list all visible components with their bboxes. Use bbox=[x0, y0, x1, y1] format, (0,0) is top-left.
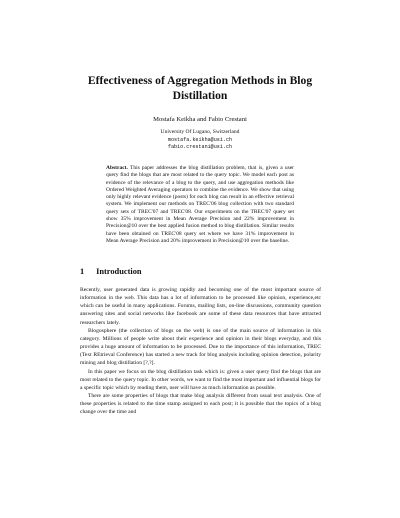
paper-title bbox=[60, 73, 340, 103]
email-1: mostafa.keikha@usi.ch bbox=[167, 136, 233, 143]
title-line-2: Distillation bbox=[172, 89, 228, 102]
abstract-text: This paper addresses the blog distillation problem, that is, given a user query find the blogs that are most related to the query topic. We model each post as evidence of the relevance of a blog to the query, and use aggregation methods like Ordered Weighted Averaging operators to combine the evidence. We show that using only highly relevant evidence (posts) for each blog can result in an effective retrieval system. We implement our methods on TREC'06 blog collection with two standard query sets of TREC'07 and TREC'08. Our experiments on the TREC'07 query set show 35% improvement in Mean Average Precision and 22% improvement in Precision@10 over the best applied fusion method to blog distillation. Similar results have been obtained on TREC'08 query set where we have 31% improvement in Mean Average Precision and 20% improvement in Precision@10 over the baseline. bbox=[106, 165, 294, 244]
email-2: fabio.crestani@usi.ch bbox=[167, 144, 233, 151]
abstract-label: Abstract. bbox=[106, 165, 128, 171]
abstract bbox=[106, 165, 294, 245]
section-title: Introduction bbox=[96, 267, 142, 276]
authors: Mostafa Keikha and Fabio Crestani bbox=[153, 116, 247, 123]
section-number: 1 bbox=[80, 267, 85, 276]
paragraph-1: Recently, user generated data is growing rapidly and becoming one of the most important source of information in the web. This data has a lot of information to be processed like opinion, experience,etc which can be useful in many applications. Forums, mailing lists, on-line discussions, community question answering sites and social networks like facebook are some of these data resources that have attracted researchers lately. bbox=[80, 287, 321, 326]
title-line-1: Effectiveness of Aggregation Methods in Blog bbox=[87, 74, 313, 87]
paragraph-2: Blogosphere (the collection of blogs on the web) is one of the main source of information in this category. Millions of people write about their experience and opinion in their blogs everyday, and this provides a huge amount of information to be processed. Due to the importance of this information, TREC (Text REtrieval Conference) has started a new track for blog analysis including opinion detection, polarity mining and blog distillation [?,?]. bbox=[80, 327, 321, 367]
section-body bbox=[80, 286, 321, 417]
affiliation: University Of Lugano, Switzerland bbox=[160, 129, 240, 135]
paragraph-3: In this paper we focus on the blog distillation task which is: given a user query find the blogs that are most related to the query topic. In other words, we want to find the most important and influential blogs for a specific topic which by reading them, user will have as much information as possible. bbox=[80, 368, 321, 391]
paragraph-4: There are some properties of blogs that make blog analysis different from usual text analysis. One of these properties is related to the time stamp assigned to each post; it is possible that the topics of a blog change over the time and bbox=[80, 393, 321, 416]
affiliation-block bbox=[60, 129, 340, 152]
section-heading bbox=[80, 267, 320, 276]
